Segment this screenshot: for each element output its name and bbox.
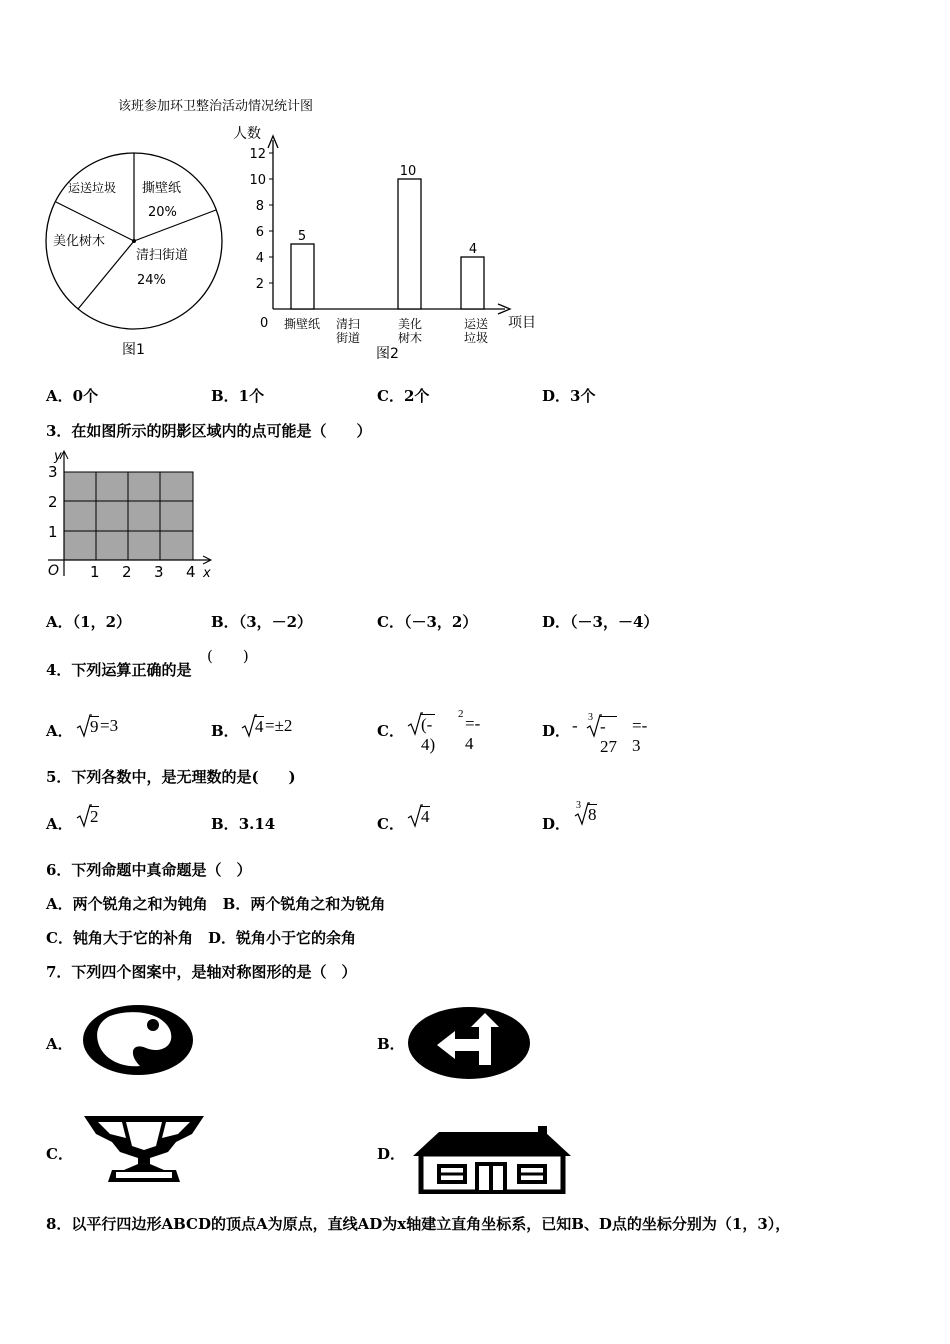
option-letter: C． <box>377 722 404 740</box>
pie-label-street: 清扫街道 <box>136 248 189 263</box>
q3-option-a[interactable] <box>46 611 131 632</box>
q6-options-line2[interactable]: C．钝角大于它的补角 D．锐角小于它的余角 <box>46 929 356 947</box>
y-tick-label: 3 <box>48 463 58 481</box>
q2-option-a[interactable]: A．0个 <box>46 387 99 405</box>
option-letter: C． <box>377 815 404 833</box>
bar-value-transport: 4 <box>468 242 478 257</box>
radicand: - 27 <box>600 717 617 756</box>
shaded-grid-svg <box>40 446 225 586</box>
x-tick-label-trees-1: 美化 <box>397 317 423 331</box>
result: =3 <box>100 716 119 735</box>
option-value: （3，－2） <box>238 613 313 631</box>
pie-label-trees: 美化树木 <box>53 234 106 249</box>
q2-option-b[interactable]: B．1个 <box>211 387 265 405</box>
bar-value-trees: 10 <box>399 164 417 179</box>
y-tick-label: 1 <box>48 523 58 541</box>
option-value: 3.14 <box>238 815 276 833</box>
negative-sign: - <box>572 716 578 735</box>
option-letter: B． <box>377 1035 405 1053</box>
option-value: （－3，－4） <box>570 613 659 631</box>
q3-option-c[interactable] <box>377 611 477 632</box>
pie-center <box>132 239 136 243</box>
option-letter: D． <box>377 1145 406 1163</box>
option-letter: D． <box>542 815 571 833</box>
x-tick-label: 2 <box>122 563 132 581</box>
bar-wallpaper <box>291 244 314 309</box>
option-letter: A． <box>46 1035 73 1053</box>
x-tick-label-street-2: 街道 <box>335 331 361 345</box>
option-letter: B． <box>211 722 239 740</box>
bar-chart <box>233 125 536 362</box>
y-axis-label: 人数 <box>233 126 261 142</box>
option-letter: D． <box>542 613 571 631</box>
q5-option-b[interactable] <box>211 813 275 834</box>
q6-stem: 6．下列命题中真命题是（ ） <box>46 861 252 879</box>
y-tick-label: 10 <box>249 173 266 188</box>
root-index: 3 <box>576 800 581 811</box>
radicand: (- 4) <box>421 715 436 754</box>
y-tick-label: 2 <box>48 493 58 511</box>
radicand: 9 <box>90 717 99 736</box>
option-letter: A． <box>46 613 73 631</box>
house-icon <box>411 1120 573 1194</box>
x-axis-label: x <box>203 566 211 581</box>
option-value: （－3，2） <box>403 613 478 631</box>
q7-option-a[interactable] <box>46 1000 216 1080</box>
bar-transport <box>461 257 484 309</box>
q3-stem: 3．在如图所示的阴影区域内的点可能是（ ） <box>46 422 372 440</box>
turn-arrow-sign-icon <box>407 1005 531 1081</box>
q7-option-d[interactable] <box>377 1120 577 1195</box>
option-letter: A． <box>46 815 73 833</box>
pie-label-transport: 运送垃圾 <box>68 181 117 195</box>
q3-option-d[interactable] <box>542 611 658 632</box>
bar-trees <box>398 179 421 309</box>
option-letter: B． <box>211 613 239 631</box>
option-letter: C． <box>377 613 404 631</box>
origin-label: O <box>48 563 60 579</box>
pie-label-wallpaper: 撕壁纸 <box>142 181 182 196</box>
y-tick-label: 6 <box>255 225 264 240</box>
trophy-icon <box>80 1108 208 1188</box>
option-letter: A． <box>46 722 73 740</box>
q7-option-b[interactable] <box>377 1005 547 1085</box>
q8-stem: 8．以平行四边形ABCD的顶点A为原点，直线AD为x轴建立直角坐标系，已知B、D点的坐标分别为（1，3）， <box>46 1215 791 1233</box>
x-tick-label-transport-1: 运送 <box>463 317 489 331</box>
statistics-figure <box>40 92 560 367</box>
fig1-caption: 图1 <box>122 342 145 358</box>
q5-stem: 5．下列各数中，是无理数的是( ) <box>46 768 296 786</box>
x-tick-label: 3 <box>154 563 164 581</box>
y-tick-label: 8 <box>255 199 264 214</box>
q2-option-d[interactable]: D．3个 <box>542 387 596 405</box>
origin-label: 0 <box>260 316 269 331</box>
q7-stem: 7．下列四个图案中，是轴对称图形的是（ ） <box>46 963 357 981</box>
q2-option-c[interactable]: C．2个 <box>377 387 430 405</box>
y-axis-label: y <box>54 449 62 464</box>
y-ticks <box>249 147 273 292</box>
statistics-title: 该班参加环卫整治活动情况统计图 <box>118 99 314 114</box>
x-tick-label-street-1: 清扫 <box>335 317 361 331</box>
q7-option-c[interactable] <box>46 1108 216 1193</box>
option-letter: D． <box>542 722 571 740</box>
x-tick-label-transport-2: 垃圾 <box>463 331 489 345</box>
y-tick-label: 12 <box>249 147 266 162</box>
x-tick-label-wallpaper: 撕壁纸 <box>283 317 321 331</box>
q3-grid-figure <box>40 446 225 586</box>
x-tick-label: 4 <box>186 563 196 581</box>
q3-option-b[interactable] <box>211 611 312 632</box>
pie-chart <box>46 153 222 358</box>
q6-options-line1[interactable]: A．两个锐角之和为钝角 B．两个锐角之和为锐角 <box>46 895 386 913</box>
result: =- 4 <box>465 714 481 753</box>
radicand: 4 <box>421 807 430 826</box>
radicand: 4 <box>255 717 264 736</box>
bar-value-wallpaper: 5 <box>297 229 307 244</box>
radicand: 8 <box>588 805 597 824</box>
y-tick-label: 2 <box>255 277 264 292</box>
result: =- 3 <box>632 716 648 755</box>
fig2-caption: 图2 <box>376 346 399 362</box>
radicand: 2 <box>90 807 99 826</box>
y-tick-label: 4 <box>255 251 264 266</box>
exponent: 2 <box>458 708 464 720</box>
q2-figure-group <box>40 92 560 367</box>
option-value: （1，2） <box>72 613 132 631</box>
q4-paren: ( ) <box>207 647 249 665</box>
q4-stem: 4．下列运算正确的是 <box>46 661 192 679</box>
root-index: 3 <box>588 712 593 723</box>
taiji-icon <box>80 1002 196 1078</box>
option-letter: C． <box>46 1145 73 1163</box>
x-tick-label-trees-2: 树木 <box>397 331 423 345</box>
option-letter: B． <box>211 815 239 833</box>
x-axis-label: 项目 <box>508 315 536 331</box>
pie-percent-wallpaper: 20% <box>148 205 177 220</box>
x-tick-label: 1 <box>90 563 100 581</box>
pie-percent-street: 24% <box>137 273 166 288</box>
result: =±2 <box>265 716 293 735</box>
